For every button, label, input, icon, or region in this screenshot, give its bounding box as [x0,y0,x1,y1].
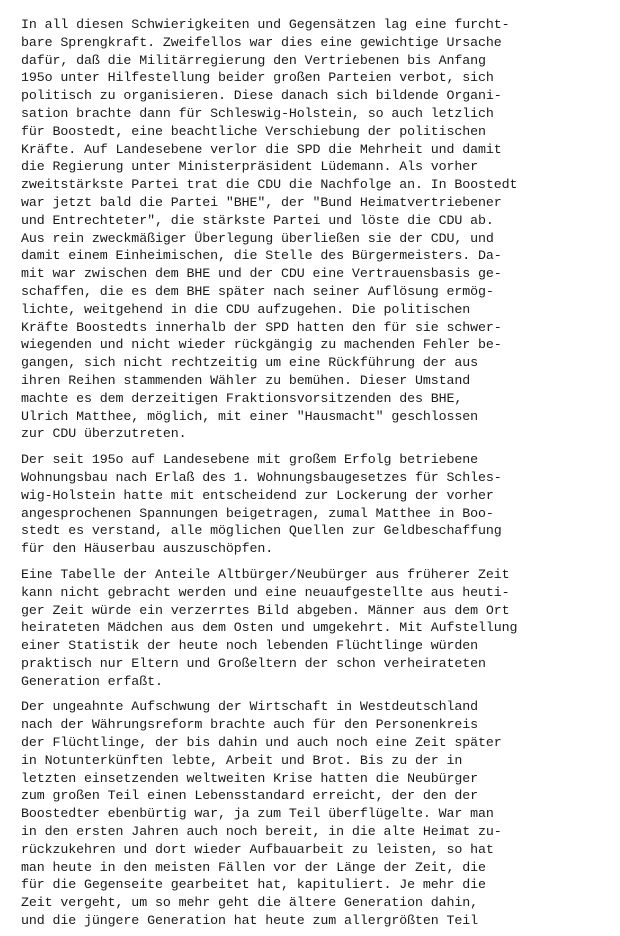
text-line: Ulrich Matthee, möglich, mit einer "Hausmacht" geschlossen [21,408,479,424]
text-line: zur CDU überzutreten. [21,426,187,442]
text-line: Aus rein zweckmäßiger Überlegung überließen sie der CDU, und [21,230,494,246]
text-line: Der ungeahnte Aufschwung der Wirtschaft in Westdeutschland [21,699,479,715]
text-line: damit einem Einheimischen, die Stelle des Bürgermeisters. Da- [21,248,502,264]
paragraph-3 [21,566,611,691]
text-line: praktisch nur Eltern und Großeltern der schon verheirateten [21,655,486,671]
text-line: einer Statistik der heute noch lebenden Flüchtlinge würden [21,638,479,654]
text-line: gangen, sich nicht rechtzeitig um eine Rückführung der aus [21,355,479,371]
text-line: Boostedter ebenbürtig war, ja zum Teil überflügelte. War man [21,806,494,822]
paragraph-4 [21,698,611,929]
text-line: Der seit 195o auf Landesebene mit großem Erfolg betriebene [21,452,479,468]
text-line: bare Sprengkraft. Zweifellos war dies eine gewichtige Ursache [21,34,502,50]
text-line: man heute in den meisten Fällen vor der Länge der Zeit, die [21,859,486,875]
text-line: in Notunterkünften lebte, Arbeit und Brot. Bis zu der in [21,752,463,768]
text-line: Kräfte. Auf Landesebene verlor die SPD die Mehrheit und damit [21,141,502,157]
text-line: ihren Reihen stammenden Wähler zu bemühen. Dieser Umstand [21,372,471,388]
text-line: die Regierung unter Ministerpräsident Lüdemann. Als vorher [21,159,479,175]
text-line: mit war zwischen dem BHE und der CDU eine Vertrauensbasis ge- [21,266,502,282]
text-line: und Entrechteter", die stärkste Partei und löste die CDU ab. [21,212,494,228]
text-line: wiegenden und nicht wieder rückgängig zu machenden Fehler be- [21,337,502,353]
text-line: sation brachte dann für Schleswig-Holstein, so auch letzlich [21,105,494,121]
text-line: zum großen Teil einen Lebensstandard erreicht, der den der [21,788,479,804]
text-line: machte es dem derzeitigen Fraktionsvorsitzenden des BHE, [21,390,463,406]
text-line: stedt es verstand, alle möglichen Quellen zur Geldbeschaffung [21,523,502,539]
text-line: rückzukehren und dort wieder Aufbauarbeit zu leisten, so hat [21,841,494,857]
text-line: für die Gegenseite gearbeitet hat, kapituliert. Je mehr die [21,877,486,893]
text-line: politisch zu organisieren. Diese danach sich bildende Organi- [21,88,502,104]
text-line: In all diesen Schwierigkeiten und Gegensätzen lag eine furcht- [21,17,510,32]
paragraph-1 [21,16,611,443]
text-line: war jetzt bald die Partei "BHE", der "Bund Heimatvertriebener [21,194,502,210]
text-line: ger Zeit würde ein verzerrtes Bild abgeben. Männer aus dem Ort [21,602,510,618]
text-line: schaffen, die es dem BHE später nach seiner Auflösung ermög- [21,283,494,299]
text-line: Kräfte Boostedts innerhalb der SPD hatten den für sie schwer- [21,319,502,335]
text-line: lichte, weitgehend in die CDU aufzugehen. Die politischen [21,301,471,317]
document-page [21,16,611,930]
text-line: Generation erfaßt. [21,673,163,689]
text-line: heirateten Mädchen aus dem Osten und umgekehrt. Mit Aufstellung [21,620,518,636]
text-line: für Boostedt, eine beachtliche Verschiebung der politischen [21,123,486,139]
text-line: dafür, daß die Militärregierung den Vertriebenen bis Anfang [21,52,486,68]
paragraph-2 [21,451,611,558]
text-line: 195o unter Hilfestellung beider großen Parteien verbot, sich [21,70,494,86]
text-line: nach der Währungsreform brachte auch für den Personenkreis [21,717,479,733]
text-line: und die jüngere Generation hat heute zum allergrößten Teil [21,913,479,929]
text-line: kann nicht gebracht werden und eine neuaufgestellte aus heuti- [21,584,510,600]
text-line: angesprochenen Spannungen beigetragen, zumal Matthee in Boo- [21,505,494,521]
text-line: für den Häuserbau auszuschöpfen. [21,541,274,557]
text-line: Zeit vergeht, um so mehr geht die ältere Generation dahin, [21,895,479,911]
text-line: der Flüchtlinge, der bis dahin und auch noch eine Zeit später [21,735,502,751]
text-line: Eine Tabelle der Anteile Altbürger/Neubürger aus früherer Zeit [21,566,510,582]
text-line: wig-Holstein hatte mit entscheidend zur Lockerung der vorher [21,487,494,503]
text-line: letzten einsetzenden weltweiten Krise hatten die Neubürger [21,770,479,786]
text-line: in den ersten Jahren auch noch bereit, in die alte Heimat zu- [21,824,502,840]
text-line: Wohnungsbau nach Erlaß des 1. Wohnungsbaugesetzes für Schles- [21,469,502,485]
text-line: zweitstärkste Partei trat die CDU die Nachfolge an. In Boostedt [21,177,518,193]
